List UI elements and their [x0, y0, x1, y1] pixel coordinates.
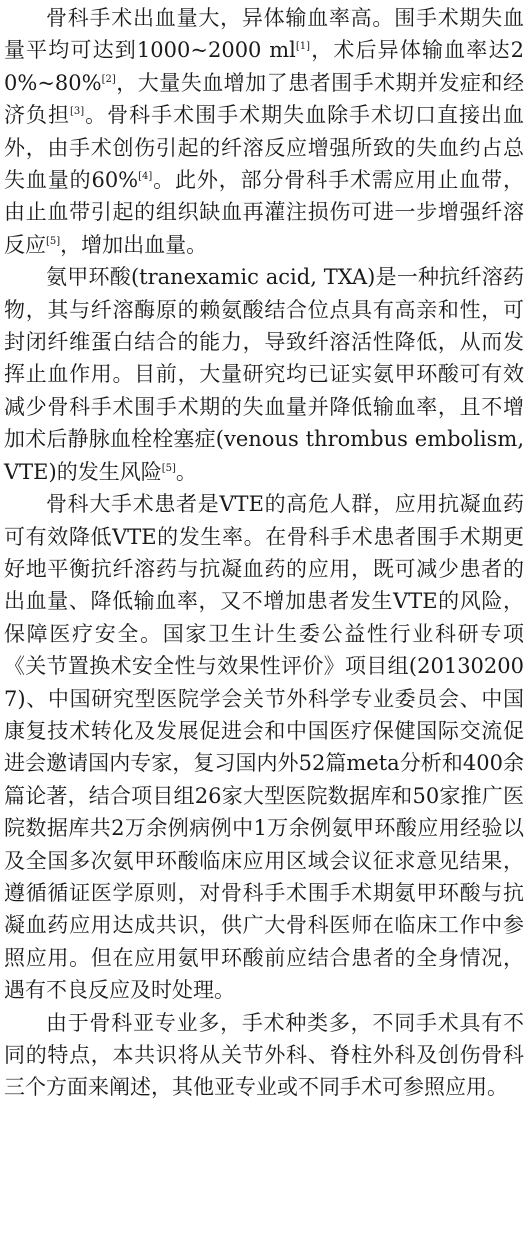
citation-ref: [2]	[101, 73, 116, 85]
text-segment: 骨科大手术患者是VTE的高危人群，应用抗凝血药可有效降低VTE的发生率。在骨科手术患者围手术期更好地平衡抗纤溶药与抗凝血药的应用，既可减少患者的出血量、降低输血率，又不增加患者发生VTE的风险，保障医疗安全。国家卫生计生委公益性行业科研专项《关节置换术安全性与效果性评价》项目组(201302007)、中国研究型医院学会关节外科学专业委员会、中国康复技术转化及发展促进会和中国医疗保健国际交流促进会邀请国内专家，复习国内外52篇meta分析和400余篇论著，结合项目组26家大型医院数据库和50家推广医院数据库共2万余例病例中1万余例氨甲环酸应用经验以及全国多次氨甲环酸临床应用区域会议征求意见结果，遵循循证医学原则，对骨科手术围手术期氨甲环酸与抗凝血药应用达成共识，供广大骨科医师在临床工作中参照应用。但在应用氨甲环酸前应结合患者的全身情况，遇有不良反应及时处理。	[4, 492, 524, 1003]
paragraph-tranexamic-acid	[4, 261, 524, 488]
paragraph-blood-loss	[4, 2, 524, 261]
text-segment: ，大量失血增加了患者围手术期并发症和经济负担	[4, 70, 524, 128]
citation-ref: [5]	[161, 462, 176, 474]
text-segment: 。骨科手术围手术期失血除手术切口直接出血外，由手术创伤引起的纤溶反应增强所致的失血约占总失血量的60%	[4, 103, 525, 193]
citation-ref: [3]	[69, 106, 85, 118]
text-segment: 由于骨科亚专业多，手术种类多，不同手术具有不同的特点，本共识将从关节外科、脊柱外科及创伤骨科三个方面来阐述，其他亚专业或不同手术可参照应用。	[4, 1010, 524, 1100]
text-segment: ，术后异体输血率达20%~80%	[4, 38, 524, 95]
text-segment: ，增加出血量。	[60, 232, 208, 257]
citation-ref: [4]	[138, 171, 153, 183]
citation-ref: [1]	[295, 41, 311, 53]
text-segment: 。	[175, 459, 197, 484]
text-segment: 氨甲环酸(tranexamic acid, TXA)是一种抗纤溶药物，其与纤溶酶原的赖氨酸结合位点具有高亲和性，可封闭纤维蛋白结合的能力，导致纤溶活性降低，从而发挥止血作用。目前，大量研究均已证实氨甲环酸可有效减少骨科手术围手术期的失血量并降低输血率，且不增加术后静脉血栓栓塞症(venous thrombus embolism, VTE)的发生风险	[4, 265, 524, 484]
paragraph-scope	[4, 1007, 524, 1104]
text-segment: 骨科手术出血量大，异体输血率高。围手术期失血量平均可达到1000~2000 ml	[4, 6, 524, 63]
text-segment: 。此外，部分骨科手术需应用止血带，由止血带引起的组织缺血再灌注损伤可进一步增强纤溶反应	[4, 168, 524, 257]
article-body	[4, 2, 524, 1104]
citation-ref: [5]	[46, 235, 61, 247]
paragraph-vte-consensus	[4, 488, 524, 1007]
